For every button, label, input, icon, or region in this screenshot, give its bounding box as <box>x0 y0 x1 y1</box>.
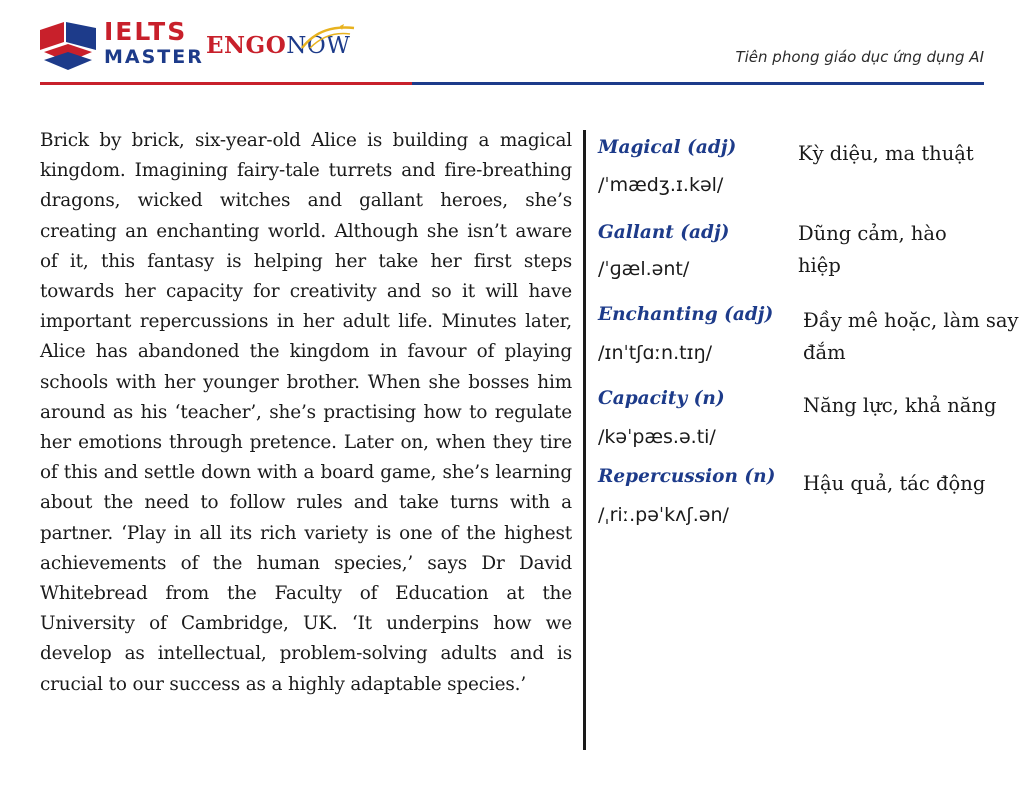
vocab-word: Magical (adj) <box>598 137 737 158</box>
vocab-ipa: /ˈɡæl.ənt/ <box>598 258 690 280</box>
ielts-master-logo-icon <box>40 20 98 72</box>
vocab-ipa: /kəˈpæs.ə.ti/ <box>598 426 716 448</box>
vocab-ipa: /ˈmædʒ.ɪ.kəl/ <box>598 174 724 196</box>
column-divider <box>583 130 586 750</box>
logo-ielts-text: IELTS <box>104 17 188 46</box>
vocab-meaning: Hậu quả, tác động <box>803 472 986 495</box>
engonow-logo-now: NOW <box>286 33 351 59</box>
vocab-word: Enchanting (adj) <box>598 304 774 325</box>
engonow-logo-engo: ENGO <box>206 32 287 59</box>
vocabulary-list <box>598 0 1018 792</box>
vocab-meaning: Đầy mê hoặc, làm say đắm <box>803 309 1019 364</box>
logo-master-text: MASTER <box>104 46 204 68</box>
vocab-meaning: Kỳ diệu, ma thuật <box>798 142 974 165</box>
header-divider-red <box>40 82 412 85</box>
vocab-word: Gallant (adj) <box>598 222 730 243</box>
vocab-ipa: /ɪnˈtʃɑːn.tɪŋ/ <box>598 342 713 364</box>
vocab-meaning: Năng lực, khả năng <box>803 394 997 417</box>
vocab-word: Capacity (n) <box>598 388 725 409</box>
vocab-ipa: /ˌriː.pəˈkʌʃ.ən/ <box>598 504 729 526</box>
tagline: Tiên phong giáo dục ứng dụng AI <box>735 48 984 66</box>
vocab-word: Repercussion (n) <box>598 466 776 487</box>
vocab-meaning: Dũng cảm, hào hiệp <box>798 222 947 277</box>
reading-passage: Brick by brick, six-year-old Alice is building a magical kingdom. Imagining fairy-tale turrets and fire-breathing dragons, wicked witches and gallant heroes, she’s creating an enchanting world. Although she isn’t aware of it, this fantasy is helping her take her first steps towards her capacity for creativity and so it will have important repercussions in her adult life. Minutes later, Alice has abandoned the kingdom in favour of playing schools with her younger brother. When she bosses him around as his ‘teacher’, she’s practising how to regulate her emotions through pretence. Later on, when they tire of this and settle down with a board game, she’s learning about the need to follow rules and take turns with a partner. ‘Play in all its rich variety is one of the highest achievements of the human species,’ says Dr David Whitebread from the Faculty of Education at the University of Cambridge, UK. ‘It underpins how we develop as intellectual, problem-solving adults and is crucial to our success as a highly adaptable species.’ <box>40 130 572 695</box>
engonow-swoosh-icon <box>300 24 356 50</box>
